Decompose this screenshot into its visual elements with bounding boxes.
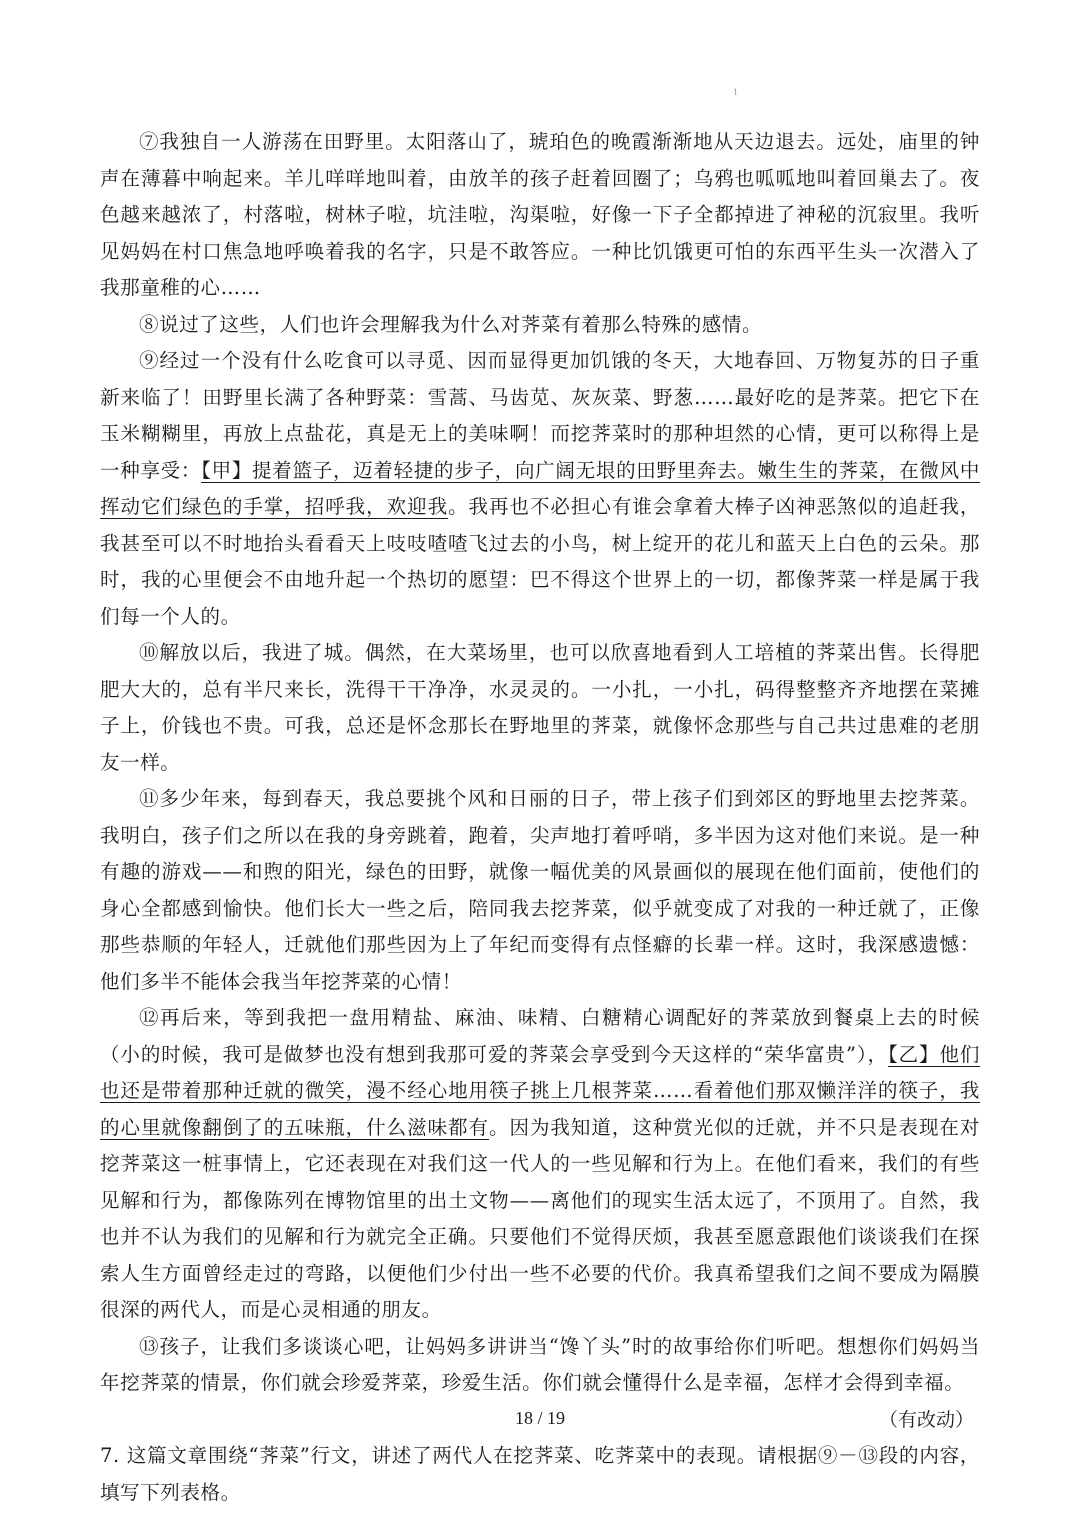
paragraph-8: ⑧说过了这些，人们也许会理解我为什么对荠菜有着那么特殊的感情。 [139,312,763,336]
paragraph-9-text-a: ⑨经过一个没有什么吃食可以寻觅、因而显得更加饥饿的冬天，大地春回、万物复苏的日子重新来临了！田野里长满了各种野菜：雪蒿、马齿苋、灰灰菜、野葱……最好吃的是荠菜。把它下在玉米糊糊里，再放上点盐花，真是无上的美味啊！而挖荠菜时的那种坦然的心情，更可以称得上是一种享受： [100,349,980,482]
paragraph-11: ⑪多少年来，每到春天，我总要挑个风和日丽的日子，带上孩子们到郊区的野地里去挖荠菜。我明白，孩子们之所以在我的身旁跳着，跑着，尖声地打着呼哨，多半因为这对他们来说。是一种有趣的游戏——和煦的阳光，绿色的田野，就像一幅优美的风景画似的展现在他们面前，使他们的身心全都感到愉快。他们长大一些之后，陪同我去挖荠菜，似乎就变成了对我的一种迁就了，正像那些恭顺的年轻人，迁就他们那些因为上了年纪而变得有点怪癖的长辈一样。这时，我深感遗憾：他们多半不能体会我当年挖荠菜的心情！ [100,787,980,993]
paragraph-9-text-b: 。我再也不必担心有谁会拿着大棒子凶神恶煞似的追赶我，我甚至可以不时地抬头看看天上吱吱喳喳飞过去的小鸟，树上绽开的花儿和蓝天上白色的云朵。那时，我的心里便会不由地升起一个热切的愿望：巴不得这个世界上的一切，都像荠菜一样是属于我们每一个人的。 [100,495,981,628]
page-mark: 1 [733,88,739,97]
paragraph-13: ⑬孩子，让我们多谈谈心吧，让妈妈多讲讲当“馋丫头”时的故事给你们听吧。想想你们妈妈当年挖荠菜的情景，你们就会珍爱荠菜，珍爱生活。你们就会懂得什么是幸福，怎样才会得到幸福。 [100,1334,980,1394]
page-number: 18 / 19 [514,1408,565,1428]
question-7: 7. 这篇文章围绕“荠菜”行文，讲述了两代人在挖荠菜、吃荠菜中的表现。请根据⑨－⑬段的内容，填写下列表格。 [100,1444,980,1504]
underlined-passage-jia: 【甲】提着篮子，迈着轻捷的步子，向广阔无垠的田野里奔去。嫩生生的荠菜，在微风中挥动它们绿色的手掌，招呼我，欢迎我 [100,458,980,518]
paragraph-9 [100,343,980,635]
paragraph-7: ⑦我独自一人游荡在田野里。太阳落山了，琥珀色的晚霞渐渐地从天边退去。远处，庙里的钟声在薄暮中响起来。羊儿咩咩地叫着，由放羊的孩子赶着回圈了；乌鸦也呱呱地叫着回巢去了。夜色越来越浓了，村落啦，树林子啦，坑洼啦，沟渠啦，好像一下子全都掉进了神秘的沉寂里。我听见妈妈在村口焦急地呼唤着我的名字，只是不敢答应。一种比饥饿更可怕的东西平生头一次潜入了我那童稚的心…… [100,130,980,299]
source-note: （有改动） [878,1408,974,1431]
paragraph-12-text-b: 。因为我知道，这种赏光似的迁就，并不只是表现在对挖荠菜这一桩事情上，它还表现在对我们这一代人的一些见解和行为上。在他们看来，我们的有些见解和行为，都像陈列在博物馆里的出土文物——离他们的现实生活太远了，不顶用了。自然，我也并不认为我们的见解和行为就完全正确。只要他们不觉得厌烦，我甚至愿意跟他们谈谈我们在探索人生方面曾经走过的弯路，以便他们少付出一些不必要的代价。我真希望我们之间不要成为隔膜很深的两代人，而是心灵相通的朋友。 [100,1115,980,1321]
paragraph-10: ⑩解放以后，我进了城。偶然，在大菜场里，也可以欣喜地看到人工培植的荠菜出售。长得肥肥大大的，总有半尺来长，洗得干干净净，水灵灵的。一小扎，一小扎，码得整整齐齐地摆在菜摊子上，价钱也不贵。可我，总还是怀念那长在野地里的荠菜，就像怀念那些与自己共过患难的老朋友一样。 [100,641,980,774]
article-body [100,124,980,1511]
underlined-passage-yi: 【乙】他们也还是带着那种迁就的微笑，漫不经心地用筷子挑上几根荠菜……看着他们那双懒洋洋的筷子，我的心里就像翻倒了的五味瓶，什么滋味都有 [100,1042,980,1139]
paragraph-12-text-a: ⑫再后来，等到我把一盘用精盐、麻油、味精、白糖精心调配好的荠菜放到餐桌上去的时候（小的时候，我可是做梦也没有想到我那可爱的荠菜会享受到今天这样的“荣华富贵”）， [100,1006,980,1066]
paragraph-12 [100,1000,980,1329]
